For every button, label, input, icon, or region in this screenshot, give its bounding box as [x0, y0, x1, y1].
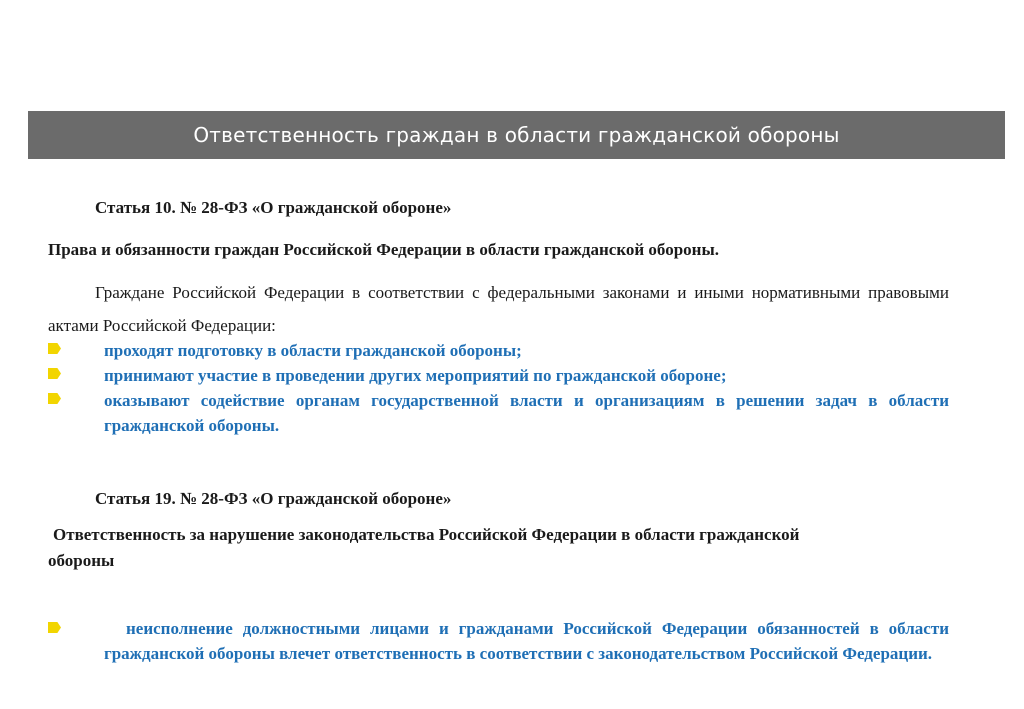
article-10-reference: Статья 10. № 28-ФЗ «О гражданской обороне»	[95, 198, 452, 217]
list-item	[48, 616, 949, 691]
article-19-reference: Статья 19. № 28-ФЗ «О гражданской обороне»	[95, 489, 452, 508]
list-item	[48, 363, 949, 388]
bullet-marker-icon	[48, 622, 61, 633]
list-item	[48, 338, 949, 363]
bullet-marker-icon	[48, 368, 61, 379]
list-item-text: неисполнение должностными лицами и гражданами Российской Федерации обязанностей в области гражданской обороны влечет ответственность в соответствии с законодательством Российской Федерации.	[104, 619, 949, 663]
article-10-intro: Граждане Российской Федерации в соответствии с федеральными законами и иными нормативными правовыми актами Российской Федерации:	[48, 283, 949, 335]
article-19-heading: Ответственность за нарушение законодательства Российской Федерации в области гражданской обороны	[48, 525, 800, 570]
article-10-heading: Права и обязанности граждан Российской Федерации в области гражданской обороны.	[48, 240, 719, 259]
bullet-marker-icon	[48, 393, 61, 404]
bullet-marker-icon	[48, 343, 61, 354]
list-item-text: принимают участие в проведении других мероприятий по гражданской обороне;	[104, 366, 727, 385]
list-item-text: оказывают содействие органам государственной власти и организациям в решении задач в области гражданской обороны.	[104, 391, 949, 435]
list-item	[48, 388, 949, 438]
list-item-text: проходят подготовку в области гражданской обороны;	[104, 341, 522, 360]
page-title: Ответственность граждан в области гражданской обороны	[28, 111, 1005, 159]
